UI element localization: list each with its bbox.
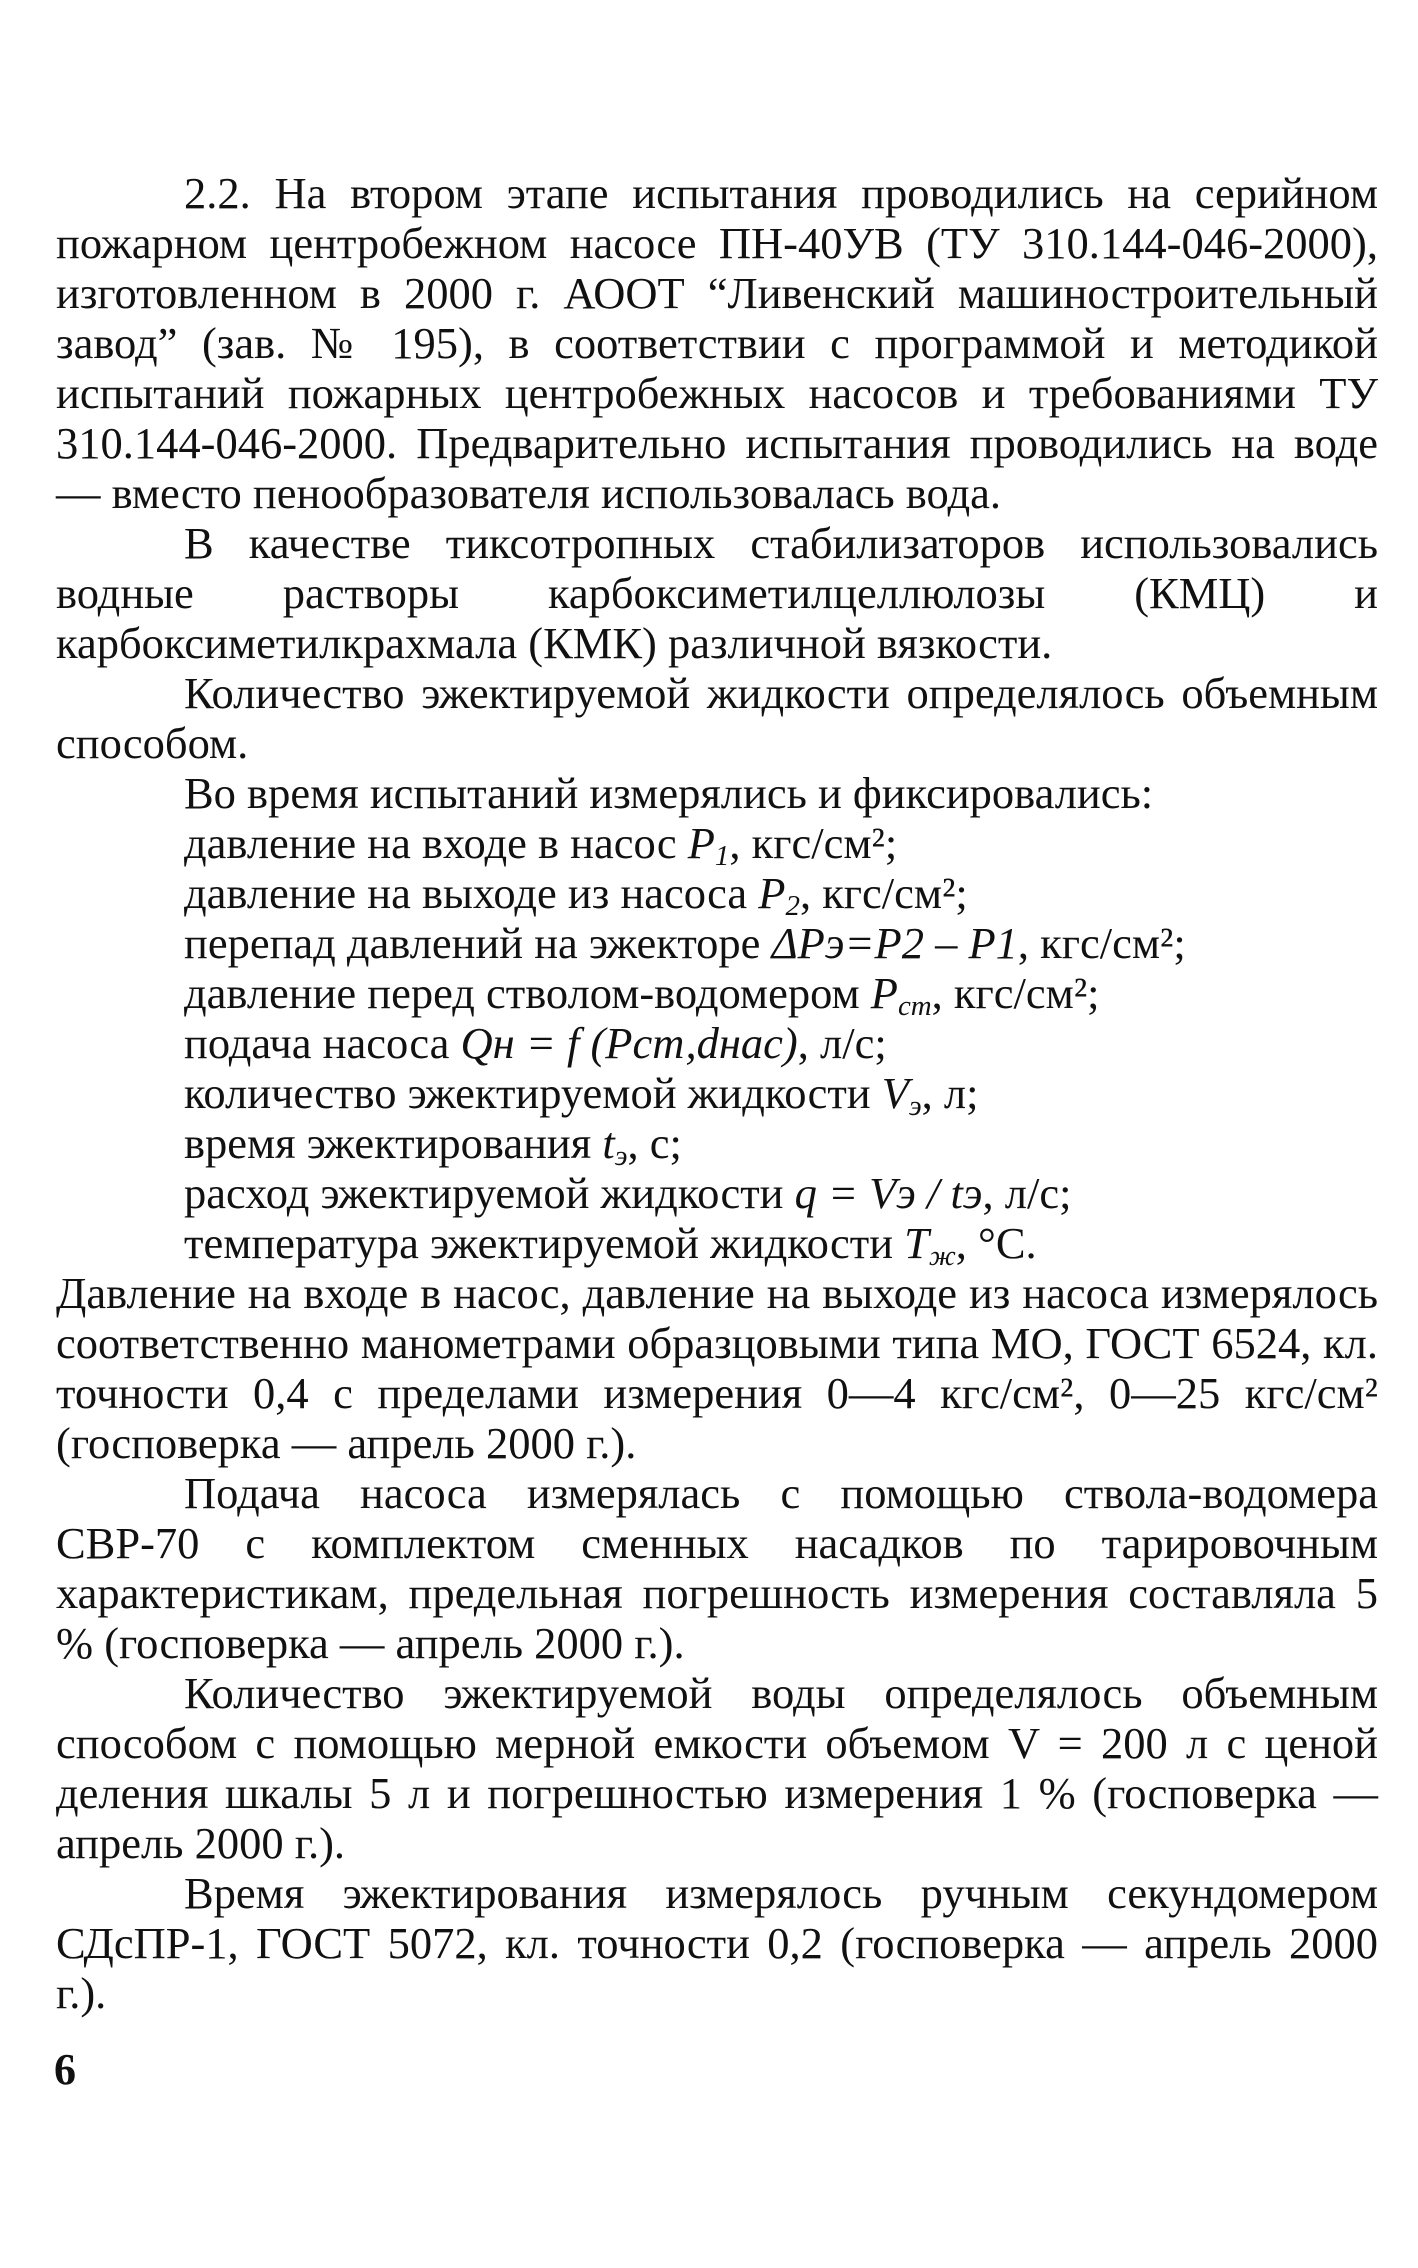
list-item: давление на выходе из насоса $P_2$, кгс/см²;	[184, 868, 968, 923]
body-text	[56, 168, 1378, 2018]
list-item: температура эжектируемой жидкости $T_ж$, °С.	[184, 1218, 1037, 1273]
list-item: подача насоса Qн = f (Pст,dнас), л/с;	[184, 1018, 887, 1068]
paragraph-stage-2-2: 2.2. На втором этапе испытания проводились на серийном пожарном центробежном насосе ПН-40УВ (ТУ 310.144-046-2000), изготовленном в 2000 г. АООТ “Ливенский машиностроительный завод” (зав. № 195), в соответствии с программой и методикой испытаний пожарных центробежных насосов и требованиями ТУ 310.144-046-2000. Предварительно испытания проводились на воде — вместо пенообразователя использовалась вода.	[56, 168, 1378, 518]
list-item: время эжектирования $t_э$, с;	[184, 1118, 682, 1173]
paragraph-stopwatch: Время эжектирования измерялось ручным секундомером СДсПР-1, ГОСТ 5072, кл. точности 0,2 (госповерка — апрель 2000 г.).	[56, 1868, 1378, 2018]
list-item: давление перед стволом-водомером $P_{ст}$, кгс/см²;	[184, 968, 1100, 1023]
page-number: 6	[54, 2045, 76, 2094]
paragraph-stabilizers: В качестве тиксотропных стабилизаторов использовались водные растворы карбоксиметилцеллюлозы (КМЦ) и карбоксиметилкрахмала (КМК) различной вязкости.	[56, 518, 1378, 668]
list-item: расход эжектируемой жидкости q = Vэ / tэ, л/с;	[184, 1168, 1072, 1218]
paragraph-flow-meter: Подача насоса измерялась с помощью ствола-водомера СВР-70 с комплектом сменных насадков по тарировочным характеристикам, предельная погрешность измерения составляла 5 % (госповерка — апрель 2000 г.).	[56, 1468, 1378, 1668]
list-item: давление на входе в насос $P_1$, кгс/см²;	[184, 818, 898, 873]
measurement-list	[56, 818, 1378, 1273]
list-item: количество эжектируемой жидкости $V_э$, л;	[184, 1068, 979, 1123]
paragraph-manometers: Давление на входе в насос, давление на выходе из насоса измерялось соответственно манометрами образцовыми типа МО, ГОСТ 6524, кл. точности 0,4 с пределами измерения 0—4 кгс/см², 0—25 кгс/см² (госповерка — апрель 2000 г.).	[56, 1268, 1378, 1468]
paragraph-ejected-liquid: Количество эжектируемой жидкости определялось объемным способом.	[56, 668, 1378, 768]
list-item: перепад давлений на эжекторе ΔPэ=P2 – P1, кгс/см²;	[184, 918, 1186, 968]
list-intro: Во время испытаний измерялись и фиксировались:	[184, 768, 1154, 818]
paragraph-ejected-water: Количество эжектируемой воды определялось объемным способом с помощью мерной емкости объемом V = 200 л с ценой деления шкалы 5 л и погрешностью измерения 1 % (госповерка — апрель 2000 г.).	[56, 1668, 1378, 1868]
